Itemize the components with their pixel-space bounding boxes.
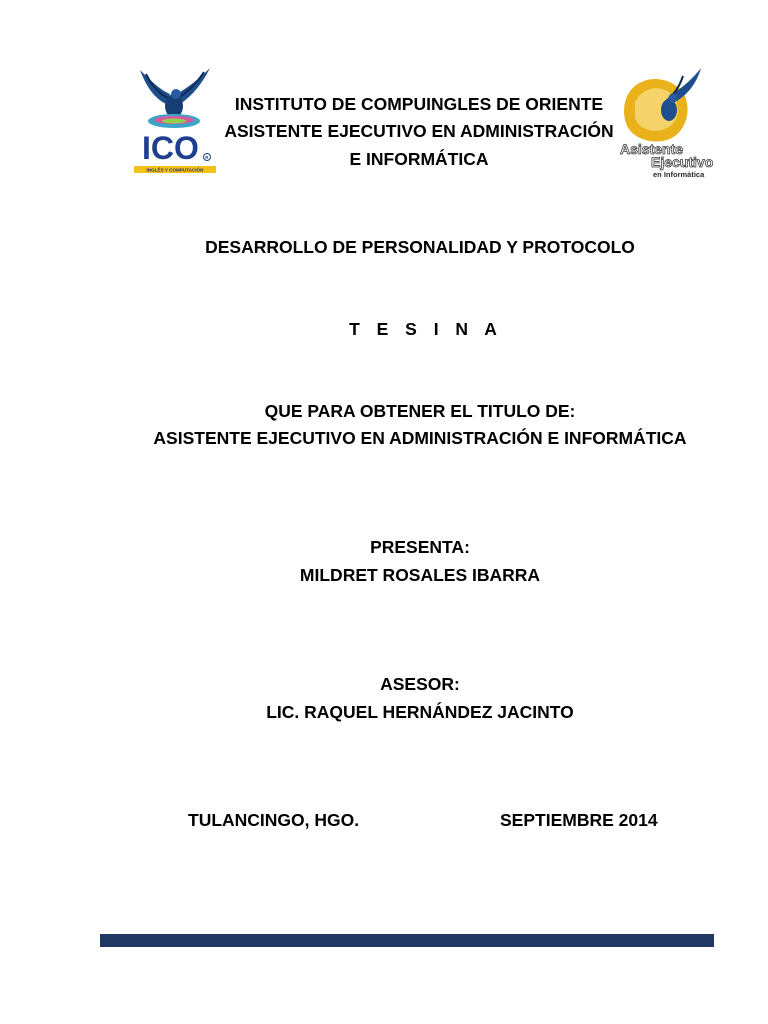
asistente-ejecutivo-logo [617, 66, 717, 180]
svg-text:en Informática: en Informática [653, 170, 705, 179]
document-type: T E S I N A [349, 319, 503, 339]
eagle-emblem-icon [617, 66, 717, 180]
svg-text:Ejecutivo: Ejecutivo [651, 154, 714, 170]
svg-text:Asistente: Asistente [620, 141, 684, 157]
svg-text:R: R [205, 155, 209, 160]
presenter-name: MILDRET ROSALES IBARRA [299, 565, 541, 585]
advisor-name: LIC. RAQUEL HERNÁNDEZ JACINTO [266, 702, 574, 722]
eagle-icon [132, 64, 218, 176]
thesis-subject: DESARROLLO DE PERSONALIDAD Y PROTOCOLO [205, 237, 635, 257]
purpose-line-2: ASISTENTE EJECUTIVO EN ADMINISTRACIÓN E INFORMÁTICA [153, 428, 687, 448]
footer-bar [100, 934, 714, 947]
place: TULANCINGO, HGO. [188, 810, 360, 830]
presenter-label: PRESENTA: [370, 537, 470, 557]
date: SEPTIEMBRE 2014 [500, 810, 658, 830]
purpose-line-1: QUE PARA OBTENER EL TITULO DE: [264, 401, 576, 421]
svg-text:INGLÉS Y COMPUTACIÓN: INGLÉS Y COMPUTACIÓN [146, 167, 204, 173]
ico-logo [132, 64, 218, 176]
program-name-line-2: E INFORMÁTICA [349, 149, 489, 169]
institute-name: INSTITUTO DE COMPUINGLES DE ORIENTE [234, 94, 604, 114]
advisor-label: ASESOR: [380, 674, 460, 694]
svg-text:ICO: ICO [142, 130, 199, 166]
program-name-line-1: ASISTENTE EJECUTIVO EN ADMINISTRACIÓN [224, 121, 614, 141]
